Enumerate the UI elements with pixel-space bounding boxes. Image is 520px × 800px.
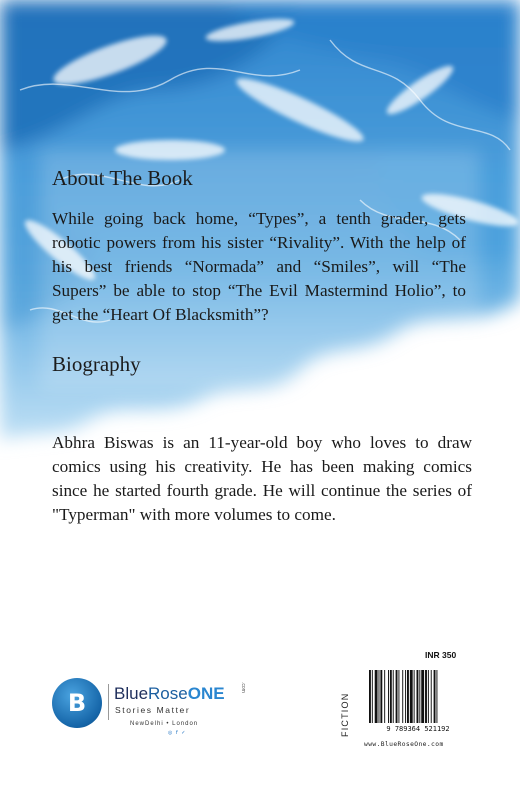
publisher-name [114,684,225,704]
genre-text: FICTION [340,692,350,737]
publisher-logo [52,678,262,738]
publisher-tagline: Stories Matter [115,705,191,715]
brand-one: ONE [187,684,225,703]
brand-rose: Rose [148,684,188,703]
isbn-number: 9 789364 521192 [386,725,450,733]
social-icons: ◎ f ✓ [168,730,187,736]
biography-heading: Biography [52,352,141,376]
barcode-icon [366,668,470,726]
isbn-barcode [366,668,470,736]
price-label: INR 350 [425,650,457,660]
biography-text: Abhra Biswas is an 11-year-old boy who loves to draw comics using his creativity. He has been making comics since he started fourth grade. He will continue the series of "Typerman" with more volumes to come. [52,433,472,524]
about-description: While going back home, “Types”, a tenth grader, gets robotic powers from his sister “Rivality”. With the help of his best friends “Normada” and “Smiles”, will “The Supers” be able to stop “The Evil Mastermind Holio”, to get the “Heart Of Blacksmith”? [52,209,466,324]
logo-letter: B [67,689,87,717]
brand-blue: Blue [114,684,149,703]
publisher-cities: NewDelhi • London [130,721,199,727]
about-heading: About The Book [52,166,193,190]
website-url: www.BlueRoseOne.com [364,741,444,748]
brand-dotcom: .com [240,682,246,693]
genre-label [340,679,354,739]
logo-divider [108,684,109,720]
